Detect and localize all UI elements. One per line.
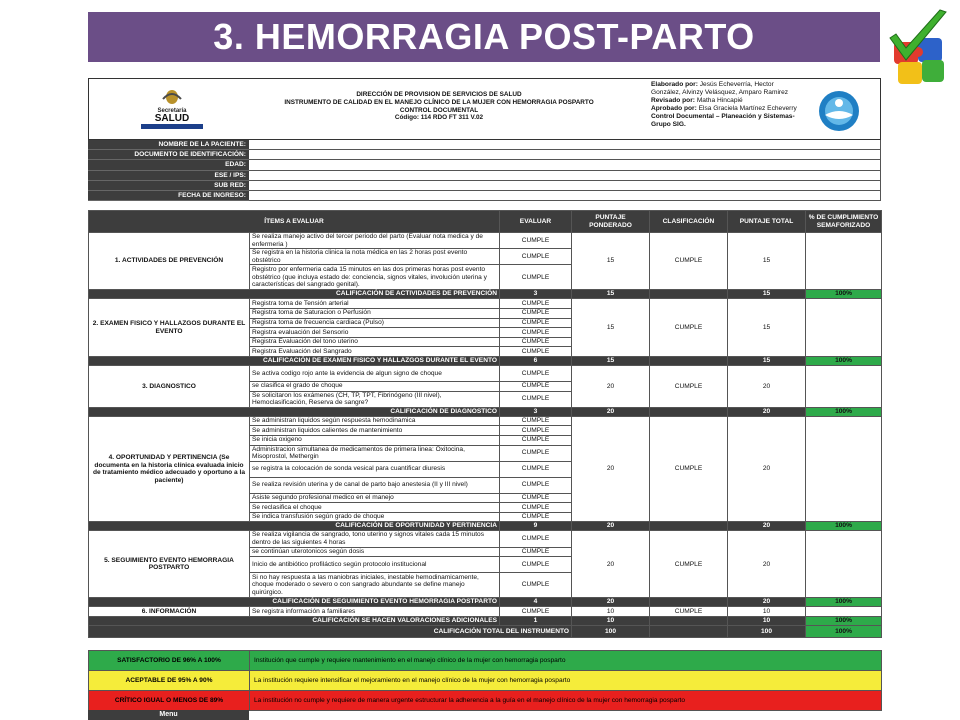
svg-text:Secretaría: Secretaría — [157, 108, 187, 114]
criterion-text: se continúan uterotonicos según dosis — [250, 547, 500, 557]
criterion-evaluation[interactable]: CUMPLE — [500, 531, 572, 547]
criterion-text: Asiste segundo profesional medico en el manejo — [250, 493, 500, 503]
patient-field-label: FECHA DE INGRESO: — [88, 191, 249, 201]
section-clasificacion: CUMPLE — [650, 416, 728, 522]
section-summary-total: 20 — [728, 407, 806, 416]
criterion-text: Si no hay respuesta a las maniobras iniciales, inestable hemodinamicamente, choque moderado o severo o con sangrado abundante se define manejo quirúrgico. — [250, 573, 500, 598]
section-clasificacion: CUMPLE — [650, 607, 728, 617]
criterion-text: Se indica transfusión según grado de choque — [250, 512, 500, 522]
patient-field-input[interactable] — [249, 181, 881, 191]
criterion-evaluation[interactable]: CUMPLE — [500, 607, 572, 617]
section-summary-blank — [650, 290, 728, 299]
section-puntaje-ponderado: 20 — [572, 365, 650, 407]
section-summary-count: 3 — [500, 407, 572, 416]
criterion-text: Registra evaluación del Sensorio — [250, 328, 500, 338]
section-summary-count: 9 — [500, 522, 572, 531]
section-label: 1. ACTIVIDADES DE PREVENCIÓN — [89, 233, 250, 290]
table-row — [89, 299, 882, 309]
criterion-evaluation[interactable]: CUMPLE — [500, 493, 572, 503]
criterion-evaluation[interactable]: CUMPLE — [500, 249, 572, 265]
section-summary-count: 1 — [500, 616, 572, 625]
section-label: 3. DIAGNOSTICO — [89, 365, 250, 407]
table-header-row — [89, 211, 882, 233]
section-label: 2. EXAMEN FISICO Y HALLAZGOS DURANTE EL EVENTO — [89, 299, 250, 357]
section-summary-label: CALIFICACIÓN DE ACTIVIDADES DE PREVENCIÓN — [89, 290, 500, 299]
section-summary-total: 20 — [728, 598, 806, 607]
criterion-evaluation[interactable]: CUMPLE — [500, 426, 572, 436]
puzzle-checkmark-icon — [880, 8, 952, 88]
secretaria-salud-logo — [127, 87, 217, 131]
criterion-text: Se solicitaron los exámenes (CH, TP, TPT, Fibrinógeno (III nivel), Hemoclasificación, Reserva de sangre? — [250, 391, 500, 407]
section-summary-row — [89, 407, 882, 416]
criterion-evaluation[interactable]: CUMPLE — [500, 318, 572, 328]
criterion-text: Se registra información a familiares — [250, 607, 500, 617]
criterion-evaluation[interactable]: CUMPLE — [500, 461, 572, 477]
criterion-evaluation[interactable]: CUMPLE — [500, 573, 572, 598]
section-puntaje-total: 20 — [728, 531, 806, 598]
section-summary-pct: 100% — [806, 522, 882, 531]
criterion-evaluation[interactable]: CUMPLE — [500, 547, 572, 557]
criterion-evaluation[interactable]: CUMPLE — [500, 328, 572, 338]
section-summary-pct: 100% — [806, 598, 882, 607]
section-pct-cell — [806, 299, 882, 357]
criterion-evaluation[interactable]: CUMPLE — [500, 503, 572, 513]
criterion-text: Se inicia oxigeno — [250, 435, 500, 445]
col-puntaje-ponderado: PUNTAJE PONDERADO — [572, 211, 650, 233]
document-header — [88, 78, 881, 140]
section-puntaje-total: 20 — [728, 416, 806, 522]
patient-field-label: SUB RED: — [88, 181, 249, 191]
col-puntaje-total: PUNTAJE TOTAL — [728, 211, 806, 233]
patient-field-label: ESE / IPS: — [88, 171, 249, 181]
section-summary-row — [89, 290, 882, 299]
patient-field-row — [88, 150, 881, 160]
criterion-evaluation[interactable]: CUMPLE — [500, 557, 572, 573]
patient-field-input[interactable] — [249, 160, 881, 170]
patient-field-label: EDAD: — [88, 160, 249, 170]
table-row — [89, 607, 882, 617]
patient-field-input[interactable] — [249, 171, 881, 181]
criterion-text: Registra toma de Tensión arterial — [250, 299, 500, 309]
section-pct-cell — [806, 416, 882, 522]
patient-data-block — [88, 140, 881, 201]
section-summary-label: CALIFICACIÓN DE DIAGNOSTICO — [89, 407, 500, 416]
criterion-evaluation[interactable]: CUMPLE — [500, 445, 572, 461]
section-summary-row — [89, 616, 882, 625]
criterion-evaluation[interactable]: CUMPLE — [500, 299, 572, 309]
section-summary-total: 15 — [728, 290, 806, 299]
section-puntaje-ponderado: 15 — [572, 299, 650, 357]
table-row — [89, 531, 882, 547]
page-title: 3. HEMORRAGIA POST-PARTO — [88, 12, 880, 62]
section-puntaje-total: 15 — [728, 233, 806, 290]
col-pct-cumplimiento: % DE CUMPLIMIENTO SEMAFORIZADO — [806, 211, 882, 233]
section-summary-ponderado: 20 — [572, 598, 650, 607]
section-clasificacion: CUMPLE — [650, 233, 728, 290]
criterion-evaluation[interactable]: CUMPLE — [500, 265, 572, 290]
patient-field-input[interactable] — [249, 140, 881, 150]
criterion-text: Se reclasifica el choque — [250, 503, 500, 513]
section-pct-cell — [806, 531, 882, 598]
section-clasificacion: CUMPLE — [650, 299, 728, 357]
section-summary-ponderado: 20 — [572, 407, 650, 416]
criterion-evaluation[interactable]: CUMPLE — [500, 308, 572, 318]
criterion-evaluation[interactable]: CUMPLE — [500, 347, 572, 357]
section-summary-label: CALIFICACIÓN SE HACEN VALORACIONES ADICIONALES — [89, 616, 500, 625]
svg-text:SALUD: SALUD — [154, 113, 190, 124]
menu-button[interactable]: Menu — [88, 710, 249, 720]
criterion-text: Se realiza manejo activo del tercer periodo del parto (Evaluar nota medica y de enfermeria ) — [250, 233, 500, 249]
col-items: ÍTEMS A EVALUAR — [89, 211, 500, 233]
section-label: 4. OPORTUNIDAD Y PERTINENCIA (Se documenta en la historia clínica evaluada inicio de tratamiento médico adecuado y oportuno a la paciente) — [89, 416, 250, 522]
patient-field-input[interactable] — [249, 150, 881, 160]
criterion-text: Se administran liquidos calientes de mantenimiento — [250, 426, 500, 436]
patient-field-row — [88, 160, 881, 170]
total-blank — [650, 625, 728, 637]
section-summary-ponderado: 10 — [572, 616, 650, 625]
col-clasificacion: CLASIFICACIÓN — [650, 211, 728, 233]
section-summary-blank — [650, 522, 728, 531]
section-puntaje-ponderado: 15 — [572, 233, 650, 290]
section-summary-pct: 100% — [806, 407, 882, 416]
section-summary-blank — [650, 356, 728, 365]
patient-field-row — [88, 191, 881, 201]
section-pct-cell — [806, 233, 882, 290]
criterion-text: se clasifica el grado de choque — [250, 381, 500, 391]
col-evaluar: EVALUAR — [500, 211, 572, 233]
section-summary-ponderado: 15 — [572, 290, 650, 299]
section-pct-cell — [806, 365, 882, 407]
patient-field-row — [88, 140, 881, 150]
section-summary-row — [89, 522, 882, 531]
section-summary-ponderado: 20 — [572, 522, 650, 531]
section-label: 5. SEGUIMIENTO EVENTO HEMORRAGIA POSTPARTO — [89, 531, 250, 598]
section-summary-pct: 100% — [806, 616, 882, 625]
semaphore-legend — [88, 650, 882, 711]
criterion-text: Registro por enfermeria cada 15 minutos en las dos primeras horas post evento obstétrico (que incluya estado de: conciencia, signos vitales, involución uterina y características del sangrado genital). — [250, 265, 500, 290]
section-summary-count: 6 — [500, 356, 572, 365]
table-row — [89, 365, 882, 381]
criterion-evaluation[interactable]: CUMPLE — [500, 435, 572, 445]
table-row — [89, 233, 882, 249]
legend-aceptable: ACEPTABLE DE 95% A 90% La institución requiere intensificar el mejoramiento en el manejo clínico de la mujer con hemorragia posparto — [89, 671, 882, 691]
section-summary-count: 3 — [500, 290, 572, 299]
criterion-text: Se registra en la historia clinica la nota médica en las 2 horas post evento obstétrico — [250, 249, 500, 265]
criterion-evaluation[interactable]: CUMPLE — [500, 381, 572, 391]
section-summary-count: 4 — [500, 598, 572, 607]
criterion-evaluation[interactable]: CUMPLE — [500, 477, 572, 493]
section-summary-ponderado: 15 — [572, 356, 650, 365]
section-puntaje-ponderado: 20 — [572, 531, 650, 598]
section-summary-blank — [650, 598, 728, 607]
evaluation-table — [88, 210, 882, 638]
section-summary-label: CALIFICACIÓN DE OPORTUNIDAD Y PERTINENCIA — [89, 522, 500, 531]
legend-critico: CRÍTICO IGUAL O MENOS DE 89% La institución no cumple y requiere de manera urgente estructurar la adherencia a la guía en el manejo clínico de la mujer con hemorragia posparto — [89, 691, 882, 711]
criterion-evaluation[interactable]: CUMPLE — [500, 337, 572, 347]
criterion-evaluation[interactable]: CUMPLE — [500, 365, 572, 381]
criterion-text: Administracion simultanea de medicamentos de primera linea: Oxitocina, Misoprostol, Methergin — [250, 445, 500, 461]
criterion-text: Registra Evaluación del Sangrado — [250, 347, 500, 357]
patient-field-label: DOCUMENTO DE IDENTIFICACIÓN: — [88, 150, 249, 160]
section-summary-pct: 100% — [806, 356, 882, 365]
criterion-text: Registra Evaluación del tono uterino — [250, 337, 500, 347]
total-row — [89, 625, 882, 637]
document-control-info: Elaborado por: Jesús Echeverría, Hector González, Alvinzy Velásquez, Amparo Ramirez Revisado por: Matha Hincapié Aprobado por: Elsa Graciela Martínez Echeverry Control Documental – Planeación y Sistemas-Grupo SIG. — [651, 81, 797, 128]
section-summary-blank — [650, 407, 728, 416]
criterion-evaluation[interactable]: CUMPLE — [500, 512, 572, 522]
section-puntaje-total: 10 — [728, 607, 806, 617]
total-label: CALIFICACIÓN TOTAL DEL INSTRUMENTO — [89, 625, 572, 637]
section-summary-label: CALIFICACIÓN DE SEGUIMIENTO EVENTO HEMORRAGIA POSTPARTO — [89, 598, 500, 607]
criterion-evaluation[interactable]: CUMPLE — [500, 391, 572, 407]
criterion-text: Se realiza vigilancia de sangrado, tono uterino y signos vitales cada 15 minutos dentro de las siguientes 4 horas — [250, 531, 500, 547]
criterion-evaluation[interactable]: CUMPLE — [500, 416, 572, 426]
patient-field-row — [88, 181, 881, 191]
total-puntaje: 100 — [728, 625, 806, 637]
criterion-text: Inicio de antibiótico profiláctico según protocolo institucional — [250, 557, 500, 573]
criterion-text: Registra toma de frecuencia cardiaca (Pulso) — [250, 318, 500, 328]
table-row — [89, 416, 882, 426]
section-clasificacion: CUMPLE — [650, 365, 728, 407]
section-summary-row — [89, 356, 882, 365]
criterion-evaluation[interactable]: CUMPLE — [500, 233, 572, 249]
patient-field-label: NOMBRE DE LA PACIENTE: — [88, 140, 249, 150]
section-label: 6. INFORMACIÓN — [89, 607, 250, 617]
section-pct-cell — [806, 607, 882, 617]
criterion-text: Registra toma de Saturacion o Perfusión — [250, 308, 500, 318]
patient-field-row — [88, 171, 881, 181]
section-summary-pct: 100% — [806, 290, 882, 299]
section-summary-label: CALIFICACIÓN DE EXAMEN FISICO Y HALLAZGOS DURANTE EL EVENTO — [89, 356, 500, 365]
criterion-text: Se activa codigo rojo ante la evidencia de algun signo de choque — [250, 365, 500, 381]
criterion-text: Se administran liquidos según respuesta hemodinamica — [250, 416, 500, 426]
section-clasificacion: CUMPLE — [650, 531, 728, 598]
total-pct: 100% — [806, 625, 882, 637]
section-summary-total: 20 — [728, 522, 806, 531]
section-puntaje-total: 15 — [728, 299, 806, 357]
section-summary-total: 10 — [728, 616, 806, 625]
document-header-title: DIRECCIÓN DE PROVISION DE SERVICIOS DE SALUD INSTRUMENTO DE CALIDAD EN EL MANEJO CLÍNICO DE LA MUJER CON HEMORRAGIA POSPARTO CONTROL DOCUMENTAL Código: 114 RDO FT 311 V.02 — [284, 91, 594, 122]
patient-field-input[interactable] — [249, 191, 881, 201]
quality-instrument-document — [88, 78, 881, 720]
section-summary-row — [89, 598, 882, 607]
criterion-text: Se realiza revisión uterina y de canal de parto bajo anestesia (II y III nivel) — [250, 477, 500, 493]
section-summary-total: 15 — [728, 356, 806, 365]
criterion-text: se registra la colocación de sonda vesical para cuantificar diuresis — [250, 461, 500, 477]
section-puntaje-ponderado: 20 — [572, 416, 650, 522]
section-puntaje-ponderado: 10 — [572, 607, 650, 617]
legend-satisfactorio: SATISFACTORIO DE 96% A 100% Institución que cumple y requiere mantenimiento en el manejo clínico de la mujer con hemorragia posparto — [89, 651, 882, 671]
health-emblem-icon — [809, 89, 869, 133]
total-ponderado: 100 — [572, 625, 650, 637]
section-puntaje-total: 20 — [728, 365, 806, 407]
section-summary-blank — [650, 616, 728, 625]
